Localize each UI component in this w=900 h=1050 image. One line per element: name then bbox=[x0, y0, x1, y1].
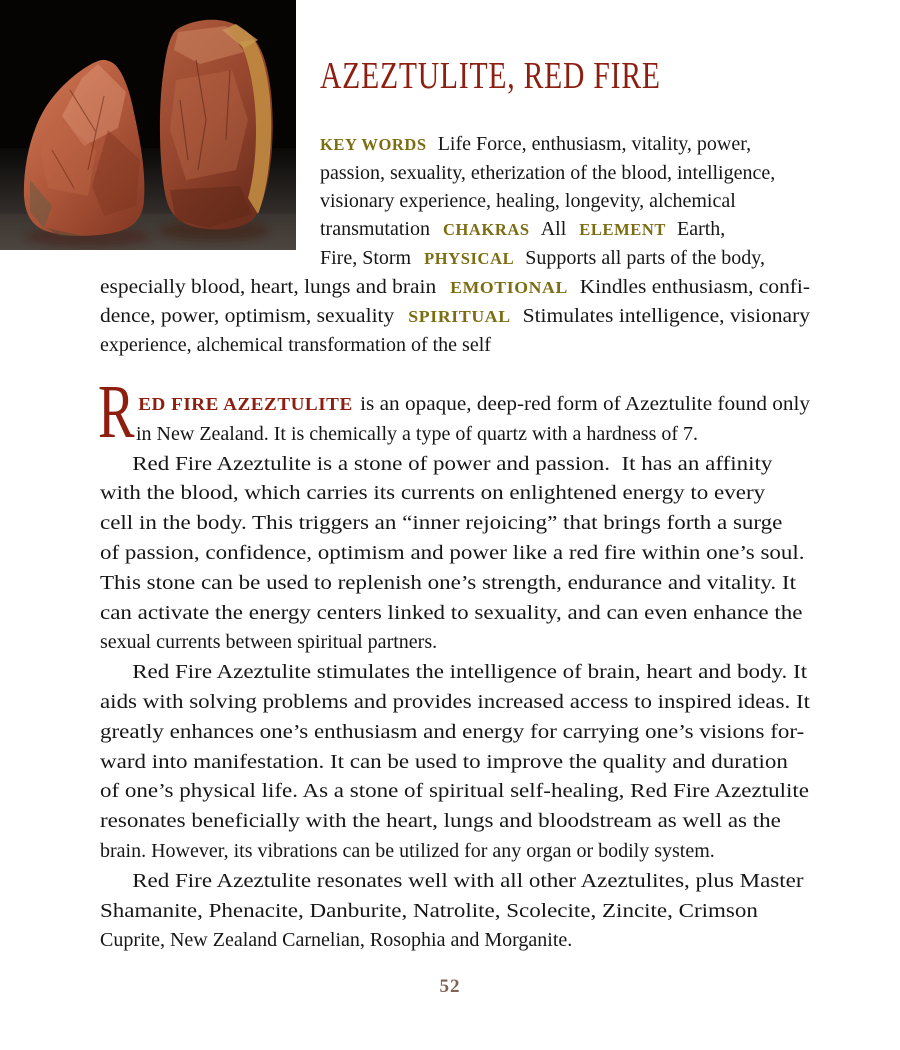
paragraphs-container bbox=[100, 450, 810, 957]
keywords-line bbox=[320, 130, 751, 159]
keywords-line bbox=[100, 331, 491, 359]
keywords-line bbox=[320, 244, 765, 273]
keyword-label: KEY WORDS bbox=[320, 135, 427, 154]
keywords-line bbox=[320, 159, 775, 187]
lead-smallcaps: ED FIRE AZEZTULITE bbox=[138, 394, 353, 414]
page-number: 52 bbox=[439, 976, 461, 997]
keywords-line bbox=[320, 215, 725, 244]
body-line: of passion, confidence, optimism and power like a red fire within one’s soul. bbox=[100, 541, 805, 564]
page-title: AZEZTULITE, RED FIRE bbox=[320, 55, 661, 97]
keywords-line bbox=[100, 302, 810, 331]
keywords-block bbox=[100, 130, 810, 359]
body-line: sexual currents between spiritual partners. bbox=[100, 631, 438, 654]
body-line-text: is an opaque, deep-red form of Azeztulite found only bbox=[360, 393, 811, 415]
keyword-text: experience, alchemical transformation of the self bbox=[100, 334, 491, 356]
keyword-label: PHYSICAL bbox=[424, 249, 515, 268]
body-line: Red Fire Azeztulite stimulates the intelligence of brain, heart and body. It bbox=[132, 661, 808, 684]
body-line: of one’s physical life. As a stone of spiritual self-healing, Red Fire Azeztulite bbox=[100, 780, 809, 803]
keyword-text: visionary experience, healing, longevity, alchemical bbox=[320, 190, 736, 212]
dropcap-letter: R bbox=[98, 370, 135, 454]
body-line: with the blood, which carries its currents on enlightened energy to every bbox=[100, 482, 766, 505]
keyword-text: All bbox=[540, 218, 567, 240]
body-line: Red Fire Azeztulite resonates well with all other Azeztulites, plus Master bbox=[132, 869, 804, 892]
keyword-text: dence, power, optimism, sexuality bbox=[100, 305, 395, 327]
keyword-text: Life Force, enthusiasm, vitality, power, bbox=[437, 133, 752, 155]
body-line: Red Fire Azeztulite is a stone of power and passion. It has an affinity bbox=[132, 452, 773, 475]
body-line bbox=[100, 390, 810, 420]
body-line: This stone can be used to replenish one’s strength, endurance and vitality. It bbox=[100, 571, 797, 594]
keyword-text: Stimulates intelligence, visionary bbox=[522, 305, 810, 327]
body-line: Shamanite, Phenacite, Danburite, Natrolite, Scolecite, Zincite, Crimson bbox=[100, 899, 758, 922]
body-text bbox=[98, 370, 811, 956]
keyword-label: ELEMENT bbox=[579, 220, 666, 239]
keyword-text: especially blood, heart, lungs and brain bbox=[100, 276, 437, 298]
body-line: brain. However, its vibrations can be utilized for any organ or bodily system. bbox=[100, 839, 715, 862]
keyword-text: Supports all parts of the body, bbox=[525, 247, 765, 269]
body-line: Cuprite, New Zealand Carnelian, Rosophia and Morganite. bbox=[100, 929, 573, 952]
keyword-text: passion, sexuality, etherization of the blood, intelligence, bbox=[320, 162, 776, 184]
body-line: ward into manifestation. It can be used to improve the quality and duration bbox=[100, 750, 788, 773]
body-line: in New Zealand. It is chemically a type of quartz with a hardness of 7. bbox=[136, 422, 699, 445]
body-line: cell in the body. This triggers an “inner rejoicing” that brings forth a surge bbox=[100, 512, 783, 535]
body-line: greatly enhances one’s enthusiasm and energy for carrying one’s visions for- bbox=[100, 720, 805, 743]
body-line: can activate the energy centers linked to sexuality, and can even enhance the bbox=[100, 601, 803, 624]
keywords-line bbox=[320, 187, 736, 215]
keyword-text: Fire, Storm bbox=[320, 247, 412, 269]
keyword-label: SPIRITUAL bbox=[408, 307, 511, 326]
keywords-line bbox=[100, 273, 810, 302]
keyword-label: CHAKRAS bbox=[442, 220, 530, 239]
body-line: aids with solving problems and provides increased access to inspired ideas. It bbox=[100, 690, 811, 713]
body-line: resonates beneficially with the heart, lungs and bloodstream as well as the bbox=[100, 810, 781, 833]
keyword-text: Earth, bbox=[676, 218, 726, 240]
keyword-text: Kindles enthusiasm, confi- bbox=[579, 276, 811, 298]
keyword-text: transmutation bbox=[320, 218, 430, 240]
keyword-label: EMOTIONAL bbox=[450, 278, 568, 297]
